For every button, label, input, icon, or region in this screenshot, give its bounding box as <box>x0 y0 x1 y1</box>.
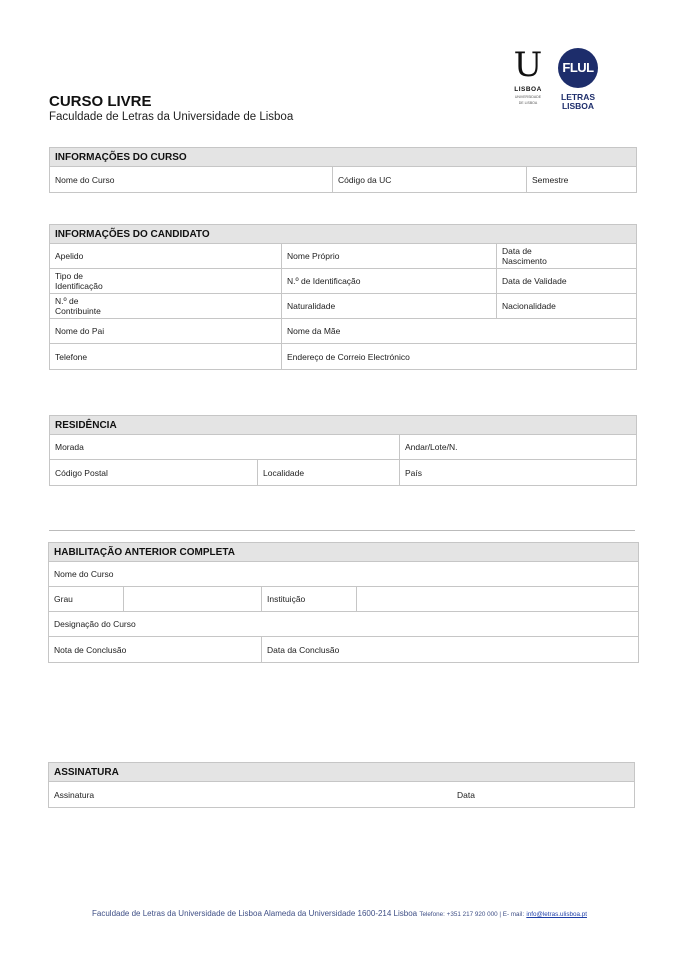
section-assinatura <box>48 762 635 808</box>
form-row <box>49 587 638 612</box>
field-num-contribuinte[interactable]: N.º de Contribuinte <box>55 296 101 316</box>
form-row <box>50 167 636 192</box>
ulisboa-logo-letter: U <box>513 45 543 85</box>
form-row <box>49 782 634 807</box>
ulisboa-logo <box>512 45 544 114</box>
field-nome-proprio[interactable]: Nome Próprio <box>281 244 496 268</box>
field-instituicao-input[interactable] <box>356 587 638 611</box>
section-candidato-heading: INFORMAÇÕES DO CANDIDATO <box>50 225 636 244</box>
section-habilitacao <box>48 542 639 663</box>
footer <box>0 909 679 918</box>
footer-phone: Telefone: +351 217 920 000 | E- mail: <box>419 911 525 918</box>
field-semestre[interactable]: Semestre <box>526 167 636 192</box>
footer-email-link[interactable]: info@letras.ulisboa.pt <box>526 911 587 918</box>
field-naturalidade[interactable]: Naturalidade <box>281 294 496 318</box>
field-instituicao-label: Instituição <box>261 587 356 611</box>
field-assinatura[interactable]: Assinatura <box>54 789 95 800</box>
form-row <box>49 637 638 662</box>
section-residencia-heading: RESIDÊNCIA <box>50 416 636 435</box>
field-data-conclusao[interactable]: Data da Conclusão <box>261 637 638 662</box>
form-row <box>50 435 636 460</box>
field-nome-curso[interactable]: Nome do Curso <box>55 174 115 185</box>
field-codigo-uc[interactable]: Código da UC <box>332 167 526 192</box>
field-morada[interactable]: Morada <box>55 442 84 452</box>
section-curso-heading: INFORMAÇÕES DO CURSO <box>50 148 636 167</box>
logos <box>512 45 602 116</box>
field-apelido[interactable]: Apelido <box>55 251 84 261</box>
page-title: CURSO LIVRE <box>49 93 152 110</box>
page-subtitle: Faculdade de Letras da Universidade de Lisboa <box>49 111 294 123</box>
field-data-assinatura[interactable]: Data <box>457 789 475 800</box>
field-nome-mae[interactable]: Nome da Mãe <box>281 319 636 343</box>
field-tipo-identificacao[interactable]: Tipo de Identificação <box>55 271 103 291</box>
ulisboa-logo-word: LISBOA <box>514 86 542 93</box>
footer-address: Faculdade de Letras da Universidade de Lisboa Alameda da Universidade 1600-214 Lisboa <box>92 909 418 918</box>
flul-logo-circle: FLUL <box>558 48 598 88</box>
form-row <box>50 319 636 344</box>
ulisboa-logo-small-2: DE LISBOA <box>518 101 538 105</box>
section-residencia <box>49 415 637 486</box>
field-data-nascimento[interactable]: Data de Nascimento <box>496 244 568 268</box>
section-candidato <box>49 224 637 370</box>
field-hab-nome-curso[interactable]: Nome do Curso <box>54 569 114 579</box>
field-andar[interactable]: Andar/Lote/N. <box>399 435 636 459</box>
ulisboa-logo-small-1: UNIVERSIDADE <box>514 95 542 99</box>
field-nota-conclusao[interactable]: Nota de Conclusão <box>54 644 127 655</box>
form-row <box>49 612 638 637</box>
section-habilitacao-heading: HABILITAÇÃO ANTERIOR COMPLETA <box>49 543 638 562</box>
form-row <box>50 244 636 269</box>
field-email[interactable]: Endereço de Correio Electrónico <box>281 344 636 369</box>
flul-logo-word-1: LETRAS <box>561 92 595 102</box>
field-grau-label: Grau <box>54 594 73 604</box>
field-pais[interactable]: País <box>399 460 636 485</box>
form-row <box>50 269 636 294</box>
section-divider <box>49 530 635 531</box>
field-localidade[interactable]: Localidade <box>257 460 399 485</box>
form-row <box>50 460 636 485</box>
section-assinatura-heading: ASSINATURA <box>49 763 634 782</box>
field-designacao[interactable]: Designação do Curso <box>54 619 136 629</box>
field-num-identificacao[interactable]: N.º de Identificação <box>281 269 496 293</box>
field-grau-input[interactable] <box>123 587 261 611</box>
form-row <box>49 562 638 587</box>
flul-logo <box>554 48 602 116</box>
flul-logo-word-2: LISBOA <box>561 101 595 111</box>
form-row <box>50 294 636 319</box>
form-row <box>50 344 636 369</box>
field-codigo-postal[interactable]: Código Postal <box>55 467 108 478</box>
section-curso <box>49 147 637 193</box>
field-nome-pai[interactable]: Nome do Pai <box>55 326 105 336</box>
field-nacionalidade[interactable]: Nacionalidade <box>496 294 636 318</box>
field-telefone[interactable]: Telefone <box>55 351 88 362</box>
field-data-validade[interactable]: Data de Validade <box>496 269 568 293</box>
